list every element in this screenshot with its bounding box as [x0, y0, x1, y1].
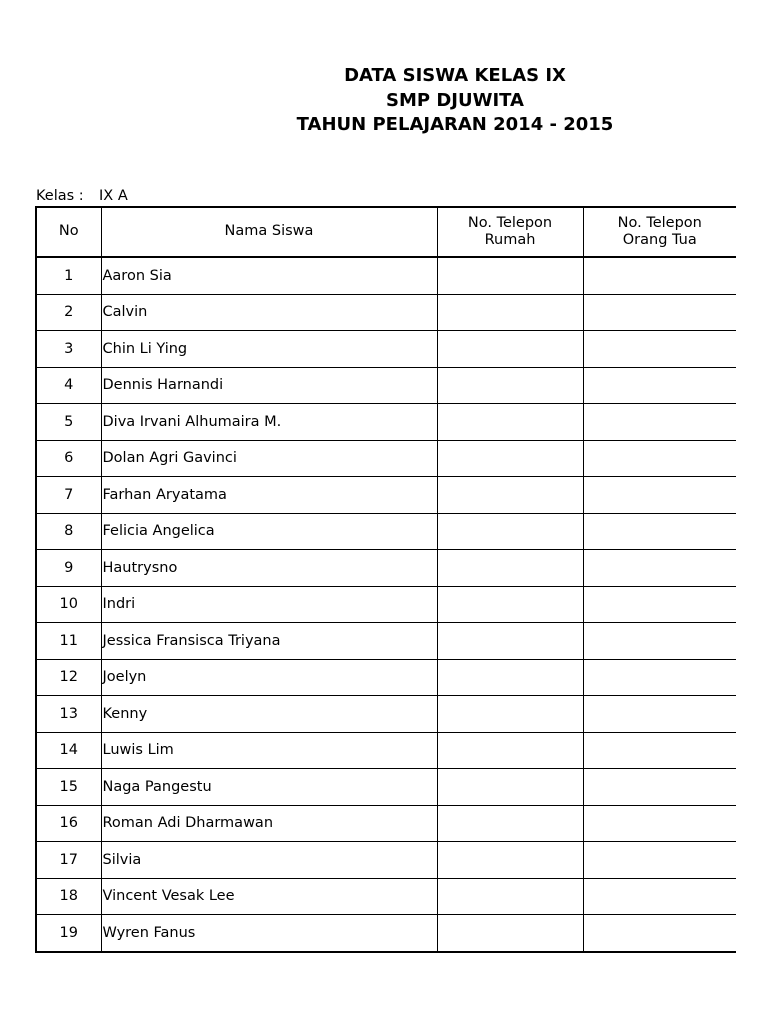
header-name: Nama Siswa	[101, 207, 437, 257]
row-number: 3	[36, 331, 101, 368]
row-number: 19	[36, 915, 101, 952]
home-phone-cell	[437, 367, 583, 404]
row-number: 9	[36, 550, 101, 587]
table-header-row	[36, 207, 736, 257]
row-number: 17	[36, 842, 101, 879]
header-no: No	[36, 207, 101, 257]
header-parent-phone-line2: Orang Tua	[622, 232, 697, 248]
row-number: 14	[36, 732, 101, 769]
home-phone-cell	[437, 732, 583, 769]
table-body	[36, 257, 736, 952]
header-parent-phone	[583, 207, 736, 257]
header-home-phone	[437, 207, 583, 257]
table-row	[36, 623, 736, 660]
row-number: 13	[36, 696, 101, 733]
parent-phone-cell	[583, 769, 736, 806]
student-name: Aaron Sia	[101, 257, 437, 294]
row-number: 16	[36, 805, 101, 842]
home-phone-cell	[437, 404, 583, 441]
home-phone-cell	[437, 513, 583, 550]
row-number: 11	[36, 623, 101, 660]
home-phone-cell	[437, 586, 583, 623]
header-parent-phone-line1: No. Telepon	[617, 214, 702, 231]
student-name: Silvia	[101, 842, 437, 879]
parent-phone-cell	[583, 696, 736, 733]
row-number: 18	[36, 878, 101, 915]
parent-phone-cell	[583, 367, 736, 404]
parent-phone-cell	[583, 732, 736, 769]
parent-phone-cell	[583, 915, 736, 952]
class-label: Kelas :	[36, 188, 84, 204]
parent-phone-cell	[583, 659, 736, 696]
student-name: Indri	[101, 586, 437, 623]
home-phone-cell	[437, 842, 583, 879]
parent-phone-cell	[583, 404, 736, 441]
student-name: Felicia Angelica	[101, 513, 437, 550]
document-title	[0, 64, 768, 138]
student-name: Roman Adi Dharmawan	[101, 805, 437, 842]
table-row	[36, 659, 736, 696]
home-phone-cell	[437, 915, 583, 952]
row-number: 2	[36, 294, 101, 331]
student-table	[35, 206, 736, 953]
title-line-2: SMP DJUWITA	[386, 89, 524, 111]
table-row	[36, 878, 736, 915]
parent-phone-cell	[583, 331, 736, 368]
row-number: 7	[36, 477, 101, 514]
table-row	[36, 915, 736, 952]
home-phone-cell	[437, 769, 583, 806]
home-phone-cell	[437, 878, 583, 915]
table-row	[36, 404, 736, 441]
home-phone-cell	[437, 440, 583, 477]
parent-phone-cell	[583, 878, 736, 915]
home-phone-cell	[437, 805, 583, 842]
table-row	[36, 294, 736, 331]
student-name: Vincent Vesak Lee	[101, 878, 437, 915]
row-number: 15	[36, 769, 101, 806]
student-name: Hautrysno	[101, 550, 437, 587]
class-info	[36, 186, 128, 206]
class-value: IX A	[99, 188, 128, 204]
home-phone-cell	[437, 659, 583, 696]
student-name: Jessica Fransisca Triyana	[101, 623, 437, 660]
parent-phone-cell	[583, 513, 736, 550]
parent-phone-cell	[583, 257, 736, 294]
row-number: 5	[36, 404, 101, 441]
home-phone-cell	[437, 623, 583, 660]
table-row	[36, 769, 736, 806]
parent-phone-cell	[583, 805, 736, 842]
student-name: Dennis Harnandi	[101, 367, 437, 404]
table-row	[36, 257, 736, 294]
student-name: Diva Irvani Alhumaira M.	[101, 404, 437, 441]
home-phone-cell	[437, 257, 583, 294]
row-number: 8	[36, 513, 101, 550]
title-line-3: TAHUN PELAJARAN 2014 - 2015	[296, 114, 614, 135]
parent-phone-cell	[583, 477, 736, 514]
student-name: Dolan Agri Gavinci	[101, 440, 437, 477]
row-number: 1	[36, 257, 101, 294]
row-number: 10	[36, 586, 101, 623]
student-name: Wyren Fanus	[101, 915, 437, 952]
table-row	[36, 477, 736, 514]
header-home-phone-line2: Rumah	[484, 232, 536, 248]
parent-phone-cell	[583, 294, 736, 331]
table-row	[36, 513, 736, 550]
parent-phone-cell	[583, 623, 736, 660]
table-row	[36, 842, 736, 879]
student-name: Calvin	[101, 294, 437, 331]
parent-phone-cell	[583, 440, 736, 477]
row-number: 4	[36, 367, 101, 404]
parent-phone-cell	[583, 586, 736, 623]
row-number: 6	[36, 440, 101, 477]
header-home-phone-line1: No. Telepon	[467, 214, 553, 231]
parent-phone-cell	[583, 550, 736, 587]
table-row	[36, 550, 736, 587]
title-line-1: DATA SISWA KELAS IX	[344, 65, 566, 86]
home-phone-cell	[437, 477, 583, 514]
table-row	[36, 696, 736, 733]
row-number: 12	[36, 659, 101, 696]
student-name: Joelyn	[101, 659, 437, 696]
parent-phone-cell	[583, 842, 736, 879]
home-phone-cell	[437, 550, 583, 587]
home-phone-cell	[437, 331, 583, 368]
student-name: Kenny	[101, 696, 437, 733]
table-row	[36, 805, 736, 842]
student-name: Chin Li Ying	[101, 331, 437, 368]
table-row	[36, 732, 736, 769]
table-row	[36, 586, 736, 623]
table-row	[36, 367, 736, 404]
table-row	[36, 440, 736, 477]
student-name: Luwis Lim	[101, 732, 437, 769]
home-phone-cell	[437, 294, 583, 331]
table-row	[36, 331, 736, 368]
student-name: Farhan Aryatama	[101, 477, 437, 514]
home-phone-cell	[437, 696, 583, 733]
student-name: Naga Pangestu	[101, 769, 437, 806]
